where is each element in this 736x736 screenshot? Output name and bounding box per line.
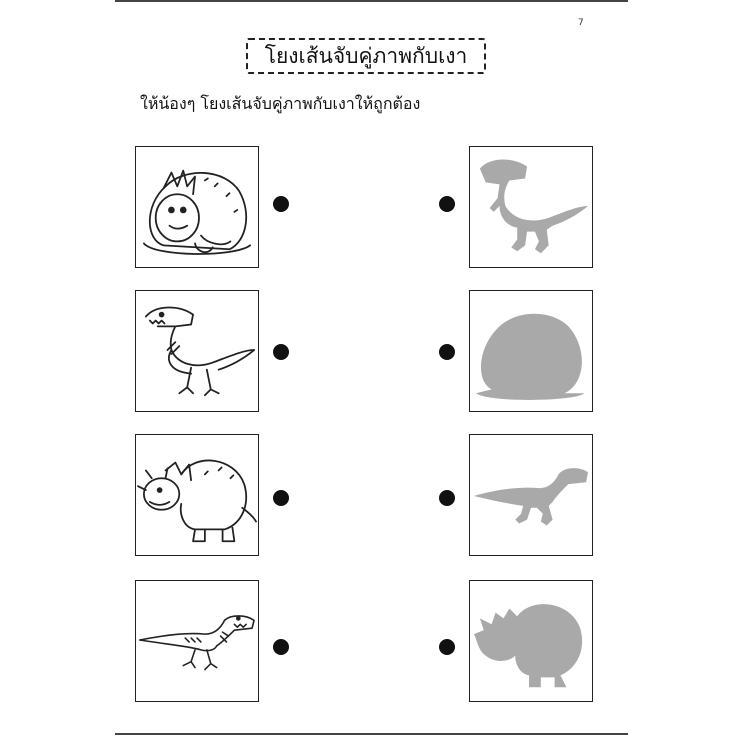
baby-dinosaur-in-egg-drawing-icon	[136, 147, 258, 267]
triceratops-shadow-icon	[470, 581, 592, 701]
match-dot-left-1[interactable]	[273, 196, 289, 212]
match-dot-left-2[interactable]	[273, 344, 289, 360]
t-rex-shadow-icon	[470, 147, 592, 267]
shadow-card-4	[469, 580, 593, 702]
raptor-shadow-icon	[470, 435, 592, 555]
drawing-card-2	[135, 290, 259, 412]
shadow-card-1	[469, 146, 593, 268]
match-dot-right-2[interactable]	[439, 344, 455, 360]
triceratops-drawing-icon	[136, 435, 258, 555]
worksheet-instruction: ให้น้องๆ โยงเส้นจับคู่ภาพกับเงาให้ถูกต้อง	[140, 94, 421, 113]
match-dot-right-4[interactable]	[439, 639, 455, 655]
drawing-card-1	[135, 146, 259, 268]
worksheet-title-box	[246, 38, 486, 74]
match-dot-left-3[interactable]	[273, 490, 289, 506]
drawing-card-4	[135, 580, 259, 702]
raptor-drawing-icon	[136, 581, 258, 701]
worksheet-title: โยงเส้นจับคู่ภาพกับเงา	[264, 43, 468, 68]
match-dot-left-4[interactable]	[273, 639, 289, 655]
page-top-rule	[115, 0, 628, 2]
page-bottom-rule	[115, 733, 628, 735]
egg-dinosaur-shadow-icon	[470, 291, 592, 411]
drawing-card-3	[135, 434, 259, 556]
t-rex-drawing-icon	[136, 291, 258, 411]
shadow-card-2	[469, 290, 593, 412]
match-dot-right-3[interactable]	[439, 490, 455, 506]
match-dot-right-1[interactable]	[439, 196, 455, 212]
page-number: 7	[578, 18, 584, 28]
shadow-card-3	[469, 434, 593, 556]
